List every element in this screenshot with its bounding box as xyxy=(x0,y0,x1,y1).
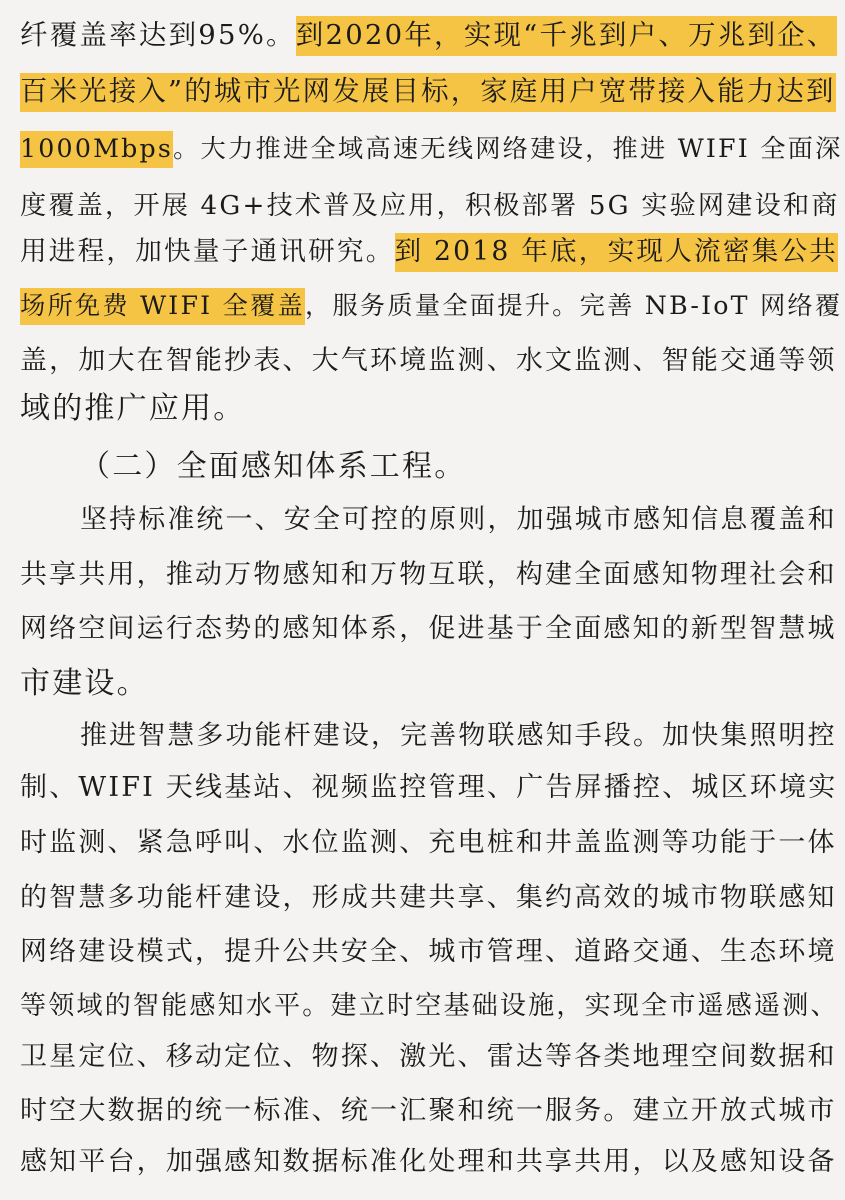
text: 域的推广应用。 xyxy=(20,391,246,426)
paragraph-3-line-1: 推进智慧多功能杆建设，完善物联感知手段。加快集照明控 xyxy=(80,720,837,751)
text: ，服务质量全面提升。完善 NB-IoT 网络覆 xyxy=(304,291,843,320)
highlighted-text: 百米光接入”的城市光网发展目标，家庭用户宽带接入能力达到 xyxy=(20,73,836,112)
paragraph-1-line-8 xyxy=(20,380,835,438)
paragraph-1-line-2 xyxy=(20,63,835,121)
paragraph-1-line-5 xyxy=(20,223,839,281)
paragraph-3-line-4: 的智慧多功能杆建设，形成共建共享、集约高效的城市物联感知 xyxy=(20,882,837,913)
paragraph-3-line-2: 制、WIFI 天线基站、视频监控管理、广告屏播控、城区环境实 xyxy=(20,772,838,803)
paragraph-3-line-9: 感知平台，加强感知数据标准化处理和共享共用，以及感知设备 xyxy=(20,1146,837,1177)
highlighted-text: 到 2018 年底，实现人流密集公共 xyxy=(395,233,839,272)
paragraph-2-line-3: 网络空间运行态势的感知体系，促进基于全面感知的新型智慧城 xyxy=(20,613,837,644)
text: 盖，加大在智能抄表、大气环境监测、水文监测、智能交通等领 xyxy=(20,345,837,376)
paragraph-3-line-5: 网络建设模式，提升公共安全、城市管理、道路交通、生态环境 xyxy=(20,936,837,967)
paragraph-1-line-3 xyxy=(20,120,843,178)
paragraph-3-line-3: 时监测、紧急呼叫、水位监测、充电桩和井盖监测等功能于一体 xyxy=(20,827,837,858)
text: 度覆盖，开展 4G+技术普及应用，积极部署 5G 实验网建设和商 xyxy=(20,191,840,221)
paragraph-2-line-4: 市建设。 xyxy=(20,666,149,701)
text: 纤覆盖率达到95%。 xyxy=(20,19,296,51)
text: 。大力推进全域高速无线网络建设，推进 WIFI 全面深 xyxy=(173,134,843,163)
paragraph-1-line-6 xyxy=(20,277,843,335)
paragraph-1-line-1 xyxy=(20,6,835,64)
highlighted-text: 场所免费 WIFI 全覆盖 xyxy=(20,288,305,325)
paragraph-3-line-8: 时空大数据的统一标准、统一汇聚和统一服务。建立开放式城市 xyxy=(20,1095,837,1126)
paragraph-3-line-6: 等领域的智能感知水平。建立时空基础设施，实现全市遥感遥测、 xyxy=(20,991,839,1021)
paragraph-2-line-2: 共享共用，推动万物感知和万物互联，构建全面感知物理社会和 xyxy=(20,559,837,590)
highlighted-text: 1000Mbps xyxy=(20,131,173,168)
paragraph-2-line-1: 坚持标准统一、安全可控的原则，加强城市感知信息覆盖和 xyxy=(80,504,837,535)
text: 用进程，加快量子通讯研究。 xyxy=(20,236,395,267)
paragraph-3-line-7: 卫星定位、移动定位、物探、激光、雷达等各类地理空间数据和 xyxy=(20,1041,837,1072)
highlighted-text: 到2020年，实现“千兆到户、万兆到企、 xyxy=(296,16,837,56)
section-heading: （二）全面感知体系工程。 xyxy=(80,449,467,484)
